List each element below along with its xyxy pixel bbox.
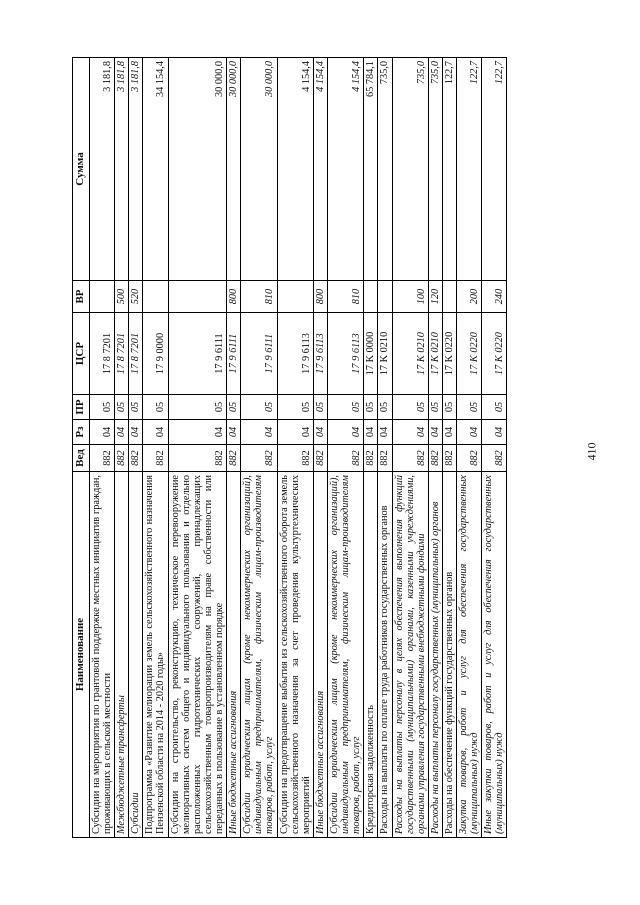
table-row — [482, 58, 507, 838]
cell-rz: 04 — [392, 420, 428, 445]
cell-vr — [277, 281, 313, 313]
table-row — [327, 58, 363, 838]
cell-vr: 810 — [327, 281, 363, 313]
table-row — [227, 58, 241, 838]
table-row — [442, 58, 456, 838]
cell-name: Субсидии юридическим лицам (кроме некоммерческих организаций), индивидуальным предпринимателям, физическим лицам-производителям товаров, работ, услуг — [327, 472, 363, 838]
cell-csr: 17 9 6113 — [277, 313, 313, 395]
cell-pr: 05 — [143, 395, 168, 420]
cell-csr: 17 9 6113 — [327, 313, 363, 395]
header-name: Наименование — [73, 472, 90, 838]
header-rz: Рз — [73, 420, 90, 445]
cell-csr: 17 9 6111 — [227, 313, 241, 395]
cell-name: Расходы на выплаты по оплате труда работников государственных органов — [378, 472, 392, 838]
cell-name: Кредиторская задолженность — [364, 472, 378, 838]
table-row — [364, 58, 378, 838]
cell-sum: 30 000,0 — [241, 58, 277, 281]
table-row — [392, 58, 428, 838]
cell-csr: 17 9 6111 — [241, 313, 277, 395]
rotated-table-container — [72, 58, 560, 838]
cell-ved: 882 — [227, 445, 241, 472]
cell-rz: 04 — [457, 420, 482, 445]
cell-rz: 04 — [143, 420, 168, 445]
cell-pr: 05 — [327, 395, 363, 420]
cell-sum: 735,0 — [378, 58, 392, 281]
header-csr: ЦСР — [73, 313, 90, 395]
cell-csr: 17 K 0210 — [392, 313, 428, 395]
cell-ved: 882 — [241, 445, 277, 472]
cell-name: Закупка товаров, работ и услуг для обеспечения государственных (муниципальных) нужд — [457, 472, 482, 838]
cell-name: Субсидии на мероприятия по грантовой поддержке местных инициатив граждан, проживающих в сельской местности — [89, 472, 114, 838]
cell-pr: 05 — [428, 395, 442, 420]
cell-rz: 04 — [89, 420, 114, 445]
cell-pr: 05 — [115, 395, 129, 420]
cell-ved: 882 — [115, 445, 129, 472]
cell-vr — [89, 281, 114, 313]
cell-vr: 800 — [313, 281, 327, 313]
cell-csr: 17 K 0210 — [428, 313, 442, 395]
header-pr: ПР — [73, 395, 90, 420]
cell-name: Иные закупки товаров, работ и услуг для обеспечения государственных (муниципальных) нужд — [482, 472, 507, 838]
cell-pr: 05 — [89, 395, 114, 420]
cell-rz: 04 — [378, 420, 392, 445]
cell-csr: 17 K 0210 — [378, 313, 392, 395]
cell-rz: 04 — [241, 420, 277, 445]
table-row — [277, 58, 313, 838]
cell-ved: 882 — [428, 445, 442, 472]
cell-sum: 735,0 — [392, 58, 428, 281]
cell-sum: 3 181,8 — [89, 58, 114, 281]
cell-sum: 3 181,8 — [129, 58, 143, 281]
cell-rz: 04 — [482, 420, 507, 445]
cell-vr: 810 — [241, 281, 277, 313]
cell-vr — [168, 281, 227, 313]
cell-ved: 882 — [327, 445, 363, 472]
table-row — [428, 58, 442, 838]
cell-csr: 17 K 0220 — [482, 313, 507, 395]
cell-vr: 800 — [227, 281, 241, 313]
cell-pr: 05 — [313, 395, 327, 420]
cell-sum: 4 154,4 — [277, 58, 313, 281]
cell-csr: 17 9 6113 — [313, 313, 327, 395]
cell-vr: 200 — [457, 281, 482, 313]
cell-vr: 100 — [392, 281, 428, 313]
cell-pr: 05 — [277, 395, 313, 420]
cell-pr: 05 — [482, 395, 507, 420]
cell-csr: 17 K 0000 — [364, 313, 378, 395]
cell-ved: 882 — [364, 445, 378, 472]
cell-pr: 05 — [129, 395, 143, 420]
cell-name: Иные бюджетные ассигнования — [313, 472, 327, 838]
cell-rz: 04 — [428, 420, 442, 445]
cell-csr: 17 K 0220 — [457, 313, 482, 395]
cell-vr: 520 — [129, 281, 143, 313]
cell-pr: 05 — [442, 395, 456, 420]
cell-ved: 882 — [378, 445, 392, 472]
cell-pr: 05 — [457, 395, 482, 420]
cell-name: Расходы на выплаты персоналу государственных (муниципальных) органов — [428, 472, 442, 838]
cell-ved: 882 — [277, 445, 313, 472]
cell-name: Иные бюджетные ассигнования — [227, 472, 241, 838]
cell-name: Субсидии на строительство, реконструкцию, техническое перевооружение мелиоративных систем общего и индивидуального пользования и отдельно расположенных гидротехнических сооружений, принадлежащих сельскохозяйственным товаропроизводителям на праве собственности или переданных в пользование в установленном порядке — [168, 472, 227, 838]
cell-csr: 17 8 7201 — [89, 313, 114, 395]
cell-name: Расходы на выплаты персоналу в целях обеспечения выполнения функций государственными (муниципальными) органами, казенными учреждениями, органами управления государственными внебюджетными фондами — [392, 472, 428, 838]
cell-sum: 65 784,1 — [364, 58, 378, 281]
cell-ved: 882 — [89, 445, 114, 472]
cell-rz: 04 — [364, 420, 378, 445]
header-ved: Вед — [73, 445, 90, 472]
cell-sum: 4 154,4 — [313, 58, 327, 281]
cell-sum: 122,7 — [457, 58, 482, 281]
cell-rz: 04 — [227, 420, 241, 445]
table-row — [143, 58, 168, 838]
table-row — [378, 58, 392, 838]
cell-ved: 882 — [143, 445, 168, 472]
table-row — [168, 58, 227, 838]
cell-ved: 882 — [442, 445, 456, 472]
cell-pr: 05 — [241, 395, 277, 420]
cell-sum: 122,7 — [442, 58, 456, 281]
cell-name: Межбюджетные трансферты — [115, 472, 129, 838]
cell-sum: 4 154,4 — [327, 58, 363, 281]
cell-pr: 05 — [168, 395, 227, 420]
header-vr: ВР — [73, 281, 90, 313]
cell-rz: 04 — [277, 420, 313, 445]
budget-table — [72, 57, 507, 838]
cell-sum: 30 000,0 — [227, 58, 241, 281]
cell-csr: 17 8 7201 — [115, 313, 129, 395]
cell-rz: 04 — [115, 420, 129, 445]
cell-pr: 05 — [227, 395, 241, 420]
cell-name: Расходы на обеспечение функций государственных органов — [442, 472, 456, 838]
table-body — [89, 58, 507, 838]
cell-csr: 17 9 6111 — [168, 313, 227, 395]
cell-csr: 17 9 0000 — [143, 313, 168, 395]
table-row — [241, 58, 277, 838]
cell-ved: 882 — [457, 445, 482, 472]
cell-vr: 240 — [482, 281, 507, 313]
header-sum: Сумма — [73, 58, 90, 281]
cell-ved: 882 — [129, 445, 143, 472]
cell-name: Субсидии на предотвращение выбытия из сельскохозяйственного оборота земель сельскохозяйственного назначения за счет проведения культуртехнических мероприятий — [277, 472, 313, 838]
cell-ved: 882 — [168, 445, 227, 472]
cell-sum: 122,7 — [482, 58, 507, 281]
cell-ved: 882 — [392, 445, 428, 472]
cell-vr — [143, 281, 168, 313]
cell-name: Субсидии — [129, 472, 143, 838]
cell-vr — [364, 281, 378, 313]
cell-pr: 05 — [378, 395, 392, 420]
cell-pr: 05 — [392, 395, 428, 420]
table-row — [129, 58, 143, 838]
cell-name: Субсидии юридическим лицам (кроме некоммерческих организаций), индивидуальным предпринимателям, физическим лицам-производителям товаров, работ, услуг — [241, 472, 277, 838]
cell-rz: 04 — [129, 420, 143, 445]
cell-vr: 120 — [428, 281, 442, 313]
cell-vr — [442, 281, 456, 313]
table-row — [115, 58, 129, 838]
table-row — [313, 58, 327, 838]
table-row — [457, 58, 482, 838]
cell-ved: 882 — [313, 445, 327, 472]
cell-name: Подпрограмма «Развитие мелиорации земель сельскохозяйственного назначения Пензенской области на 2014 - 2020 годы» — [143, 472, 168, 838]
cell-sum: 3 181,8 — [115, 58, 129, 281]
cell-vr — [378, 281, 392, 313]
cell-pr: 05 — [364, 395, 378, 420]
table-row — [89, 58, 114, 838]
cell-vr: 500 — [115, 281, 129, 313]
cell-sum: 735,0 — [428, 58, 442, 281]
cell-ved: 882 — [482, 445, 507, 472]
cell-csr: 17 8 7201 — [129, 313, 143, 395]
cell-sum: 30 000,0 — [168, 58, 227, 281]
cell-rz: 04 — [313, 420, 327, 445]
cell-csr: 17 K 0220 — [442, 313, 456, 395]
page-number: 410 — [584, 442, 599, 461]
cell-rz: 04 — [168, 420, 227, 445]
cell-sum: 34 154,4 — [143, 58, 168, 281]
table-header-row — [73, 58, 90, 838]
cell-rz: 04 — [327, 420, 363, 445]
cell-rz: 04 — [442, 420, 456, 445]
